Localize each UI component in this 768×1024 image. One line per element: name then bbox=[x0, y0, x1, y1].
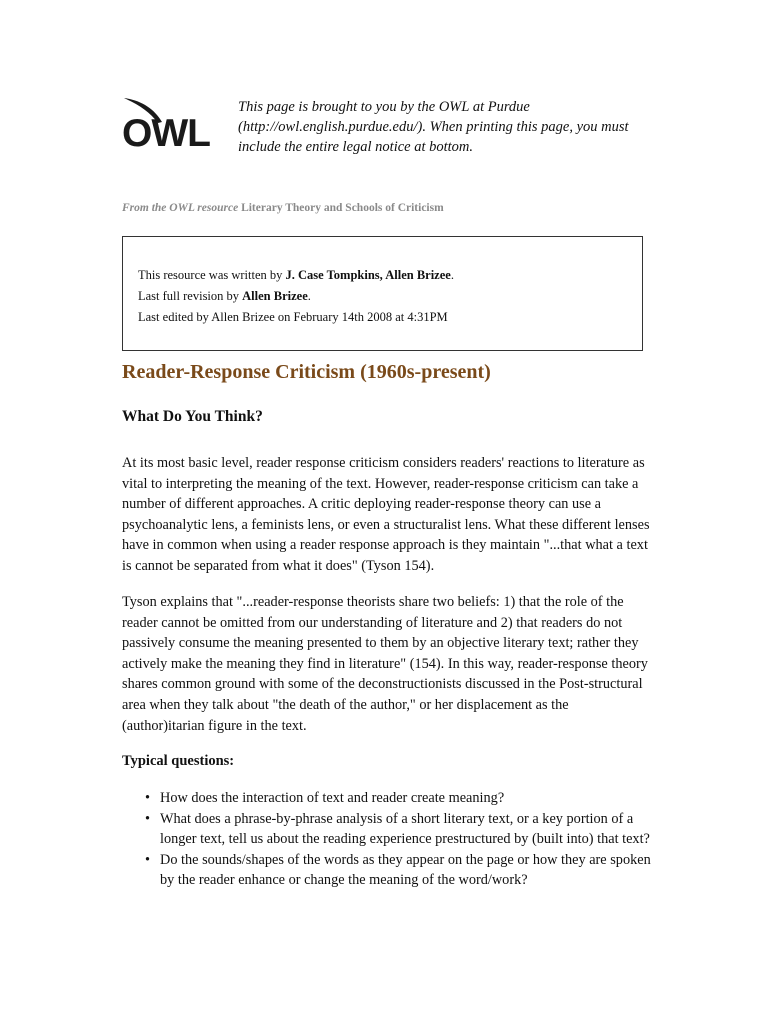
reviser-name: Allen Brizee bbox=[242, 289, 308, 303]
bullet-icon: • bbox=[145, 790, 151, 806]
source-prefix: From the OWL resource bbox=[122, 202, 239, 214]
bullet-icon: • bbox=[145, 810, 151, 827]
question-text: What does a phrase-by-phrase analysis of a short literary text, or a key portion of a longer text, tell us about the reading experience prestructured by (built into) that text? bbox=[160, 810, 650, 848]
owl-logo-text: OWL bbox=[122, 112, 210, 155]
revision-line bbox=[138, 286, 627, 307]
question-text: How does the interaction of text and reader create meaning? bbox=[160, 790, 505, 806]
author-names: J. Case Tompkins, Allen Brizee bbox=[285, 268, 451, 282]
bullet-icon: • bbox=[145, 851, 151, 868]
paragraph-intro: At its most basic level, reader response criticism considers readers' reactions to literature as vital to interpreting the meaning of the text. However, reader-response criticism can take a number of different approaches. A critic deploying reader-response theory can use a psychoanalytic lens, a feminists lens, or even a structuralist lens. What these different lenses have in common when using a reader response approach is they maintain "...that what a text is cannot be separated from what it does" (Tyson 154). bbox=[122, 455, 650, 574]
written-by-line bbox=[138, 265, 627, 286]
list-item bbox=[122, 788, 652, 809]
paragraph-tyson: Tyson explains that "...reader-response theorists share two beliefs: 1) that the role of the reader cannot be omitted from our understanding of literature and 2) that readers do not passively consume the meaning presented to them by an objective literary text; rather they actively make the meaning they find in literature" (154). In this way, reader-response theory shares common ground with some of the deconstructionists discussed in the Post-structural area when they talk about "the death of the author," or her displacement as the (author)itarian figure in the text. bbox=[122, 594, 648, 734]
typical-questions-heading: Typical questions: bbox=[122, 753, 235, 769]
question-list bbox=[122, 788, 652, 891]
list-item bbox=[122, 809, 652, 850]
revision-prefix: Last full revision by bbox=[138, 289, 243, 303]
edited-line: Last edited by Allen Brizee on February 14th 2008 at 4:31PM bbox=[138, 310, 448, 324]
question-text: Do the sounds/shapes of the words as they appear on the page or how they are spoken by the reader enhance or change the meaning of the word/work? bbox=[160, 851, 651, 889]
source-line bbox=[122, 202, 444, 214]
written-by-prefix: This resource was written by bbox=[138, 268, 286, 282]
revision-suffix: . bbox=[307, 289, 311, 303]
source-resource-link[interactable]: Literary Theory and Schools of Criticism bbox=[241, 202, 444, 214]
author-info-box bbox=[122, 236, 643, 351]
list-item bbox=[122, 850, 652, 891]
written-by-suffix: . bbox=[450, 268, 454, 282]
page-title: Reader-Response Criticism (1960s-present) bbox=[122, 361, 491, 383]
section-heading: What Do You Think? bbox=[122, 408, 263, 425]
owl-logo bbox=[120, 96, 220, 162]
legal-notice: This page is brought to you by the OWL at Purdue (http://owl.english.purdue.edu/). When printing this page, you must include the entire legal notice at bottom. bbox=[238, 99, 629, 155]
